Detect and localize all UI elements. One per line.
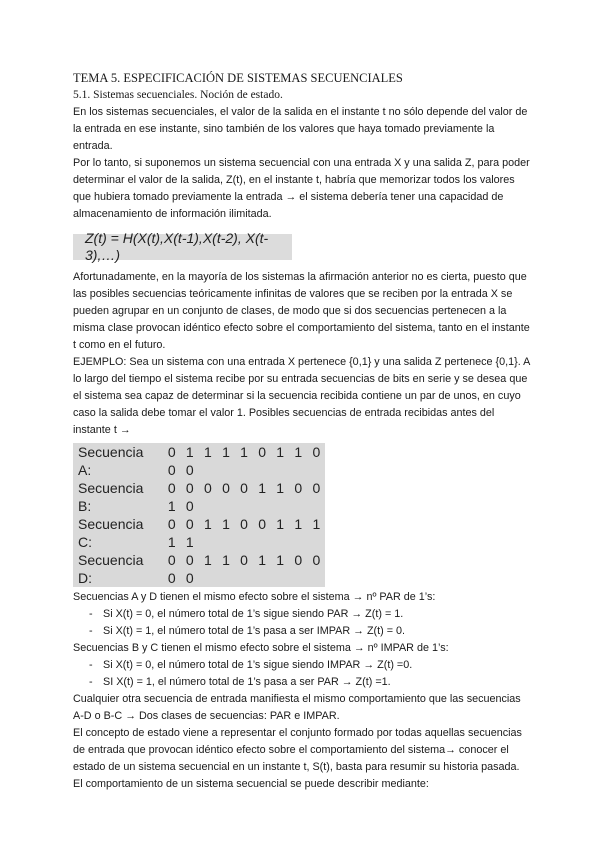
impar-bullet-list — [73, 657, 533, 691]
paragraph-intro: En los sistemas secuenciales, el valor de la salida en el instante t no sólo depende del valor de la entrada en ese instante, sino también de los valores que haya tomado previamente la entrada. — [73, 106, 528, 152]
sequence-label: Secuencia B: — [78, 480, 144, 514]
list-item: - SI X(t) = 1, el número total de 1’s pasa a ser PAR → Z(t) =1. — [91, 674, 533, 691]
table-row — [73, 479, 325, 515]
par-bullet-list — [73, 606, 533, 640]
sequence-bits: 0 1 1 1 1 0 1 1 0 0 0 — [167, 444, 324, 478]
table-row — [73, 443, 325, 479]
paragraph-impar: Secuencias B y C tienen el mismo efecto sobre el sistema → nº IMPAR de 1’s: — [73, 642, 449, 654]
formula-box — [73, 230, 292, 263]
sequence-bits: 0 0 1 1 0 1 1 0 0 0 0 — [167, 552, 324, 586]
table-row — [73, 515, 325, 551]
paragraph-other-sequences: Cualquier otra secuencia de entrada manifiesta el mismo comportamiento que las secuencias A-D o B-C → Dos clases de secuencias: PAR e IMPAR. — [73, 693, 521, 722]
paragraph-par: Secuencias A y D tienen el mismo efecto sobre el sistema → nº PAR de 1’s: — [73, 591, 436, 603]
list-item: - Si X(t) = 0, el número total de 1’s sigue siendo IMPAR → Z(t) =0. — [91, 657, 533, 674]
sequence-label: Secuencia C: — [78, 516, 144, 550]
paragraph-memory: Por lo tanto, si suponemos un sistema secuencial con una entrada X y una salida Z, para poder determinar el valor de la salida, Z(t), en el instante t, habría que memorizar todos los valores que hubiera tomado previamente la entrada → el sistema debería tener una capacidad de almacenamiento de información ilimitada. — [73, 157, 530, 220]
paragraph-classes: Afortunadamente, en la mayoría de los sistemas la afirmación anterior no es cierta, puesto que las posibles secuencias teóricamente infinitas de valores que se reciben por la entrada X se pueden agrupar en un conjunto de clases, de modo que si dos secuencias pertenecen a la misma clase provocan idéntico efecto sobre el comportamiento del sistema, tanto en el instante t como en el futuro. — [73, 271, 530, 351]
chapter-title: TEMA 5. ESPECIFICACIÓN DE SISTEMAS SECUENCIALES — [73, 71, 403, 85]
sequence-label: Secuencia A: — [78, 444, 144, 478]
formula-text: Z(t) = H(X(t),X(t-1),X(t-2), X(t-3),…) — [85, 230, 269, 263]
section-title: 5.1. Sistemas secuenciales. Noción de estado. — [73, 89, 283, 101]
sequence-bits: 0 0 0 0 0 1 1 0 0 1 0 — [167, 480, 324, 514]
paragraph-state-concept: El concepto de estado viene a representar el conjunto formado por todas aquellas secuencias de entrada que provocan idéntico efecto sobre el comportamiento del sistema→ conocer el estado de un sistema secuencial en un instante t, S(t), basta para resumir su historia pasada. — [73, 727, 522, 773]
paragraph-example: EJEMPLO: Sea un sistema con una entrada X pertenece {0,1} y una salida Z pertenece {0,1}. A lo largo del tiempo el sistema recibe por su entrada secuencias de bits en serie y se desea que el sistema sea capaz de determinar si la secuencia recibida contiene un par de unos, en cuyo caso la salida debe tomar el valor 1. Posibles secuencias de entrada recibidas antes del instante t → — [73, 356, 530, 436]
paragraph-behavior: El comportamiento de un sistema secuencial se puede describir mediante: — [73, 778, 429, 790]
document-page — [73, 70, 533, 793]
table-row — [73, 551, 325, 587]
list-item: - Si X(t) = 0, el número total de 1’s sigue siendo PAR → Z(t) = 1. — [91, 606, 533, 623]
list-item: - Si X(t) = 1, el número total de 1’s pasa a ser IMPAR → Z(t) = 0. — [91, 623, 533, 640]
sequence-bits: 0 0 1 1 0 0 1 1 1 1 1 — [167, 516, 324, 550]
sequence-label: Secuencia D: — [78, 552, 144, 586]
sequence-table — [73, 443, 325, 587]
